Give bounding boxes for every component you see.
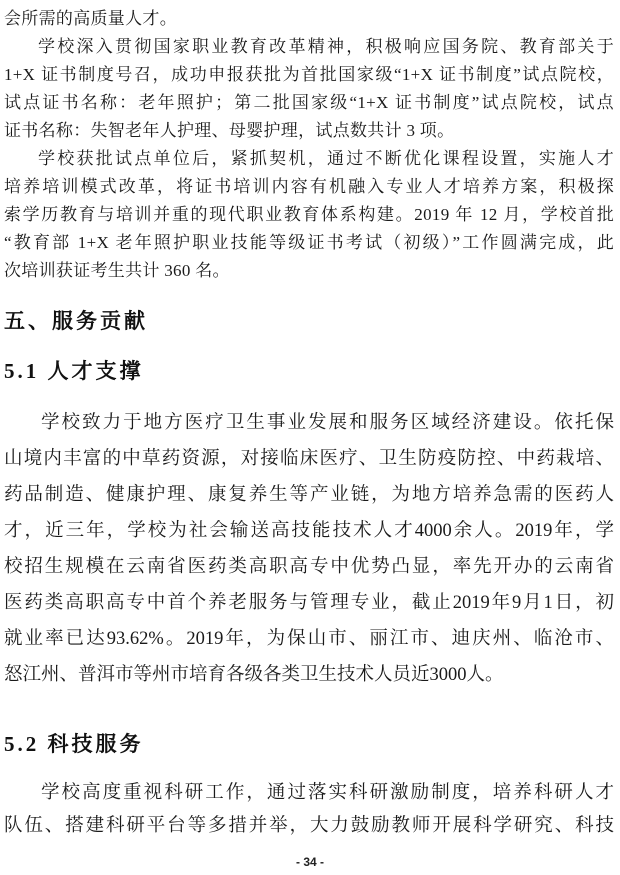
text-line: 药品制造、健康护理、康复养生等产业链，为地方培养急需的医药人: [4, 485, 614, 505]
text-line: 证书名称：失智老年人护理、母婴护理，试点数共计 3 项。: [4, 121, 455, 140]
text-line: 学校致力于地方医疗卫生事业发展和服务区域经济建设。依托保: [41, 413, 614, 433]
text-line: 校招生规模在云南省医药类高职高专中优势凸显，率先开办的云南省: [4, 557, 614, 577]
text-line: 学校获批试点单位后，紧抓契机，通过不断优化课程设置，实施人才: [38, 149, 614, 168]
heading-chapter: 五、服务贡献: [4, 309, 148, 333]
text-line: 才，近三年，学校为社会输送高技能技术人才4000余人。2019年，学: [4, 521, 614, 541]
document-body: [4, 5, 614, 843]
text-line: 就业率已达93.62%。2019年，为保山市、丽江市、迪庆州、临沧市、: [4, 629, 614, 649]
paragraph: [4, 33, 614, 145]
heading-section: 5.2 科技服务: [4, 732, 144, 756]
paragraph: [4, 145, 614, 285]
paragraph: [4, 777, 614, 843]
text-line: 试点证书名称：老年照护；第二批国家级“1+X 证书制度”试点院校，试点: [4, 93, 614, 112]
text-line: 医药类高职高专中首个养老服务与管理专业，截止2019年9月1日，初: [4, 593, 614, 613]
paragraph: [4, 405, 614, 693]
text-line: 1+X 证书制度号召，成功申报获批为首批国家级“1+X 证书制度”试点院校，: [4, 65, 614, 84]
text-line: 学校高度重视科研工作，通过落实科研激励制度，培养科研人才: [41, 783, 614, 803]
text-line: 次培训获证考生共计 360 名。: [4, 261, 230, 280]
paragraph: [4, 5, 614, 33]
heading-section: 5.1 人才支撑: [4, 359, 144, 383]
text-line: 山境内丰富的中草药资源，对接临床医疗、卫生防疫防控、中药栽培、: [4, 449, 614, 469]
text-line: 队伍、搭建科研平台等多措并举，大力鼓励教师开展科学研究、科技: [4, 816, 614, 836]
text-line: 培养培训模式改革，将证书培训内容有机融入专业人才培养方案，积极探: [4, 177, 614, 196]
text-line: 会所需的高质量人才。: [4, 9, 177, 28]
text-line: 索学历教育与培训并重的现代职业教育体系构建。2019 年 12 月，学校首批: [4, 205, 614, 224]
text-line: “教育部 1+X 老年照护职业技能等级证书考试（初级）”工作圆满完成，此: [4, 233, 614, 252]
page-number: - 34 -: [295, 855, 324, 869]
text-line: 怒江州、普洱市等州市培育各级各类卫生技术人员近3000人。: [4, 665, 504, 685]
text-line: 学校深入贯彻国家职业教育改革精神，积极响应国务院、教育部关于: [38, 37, 614, 56]
